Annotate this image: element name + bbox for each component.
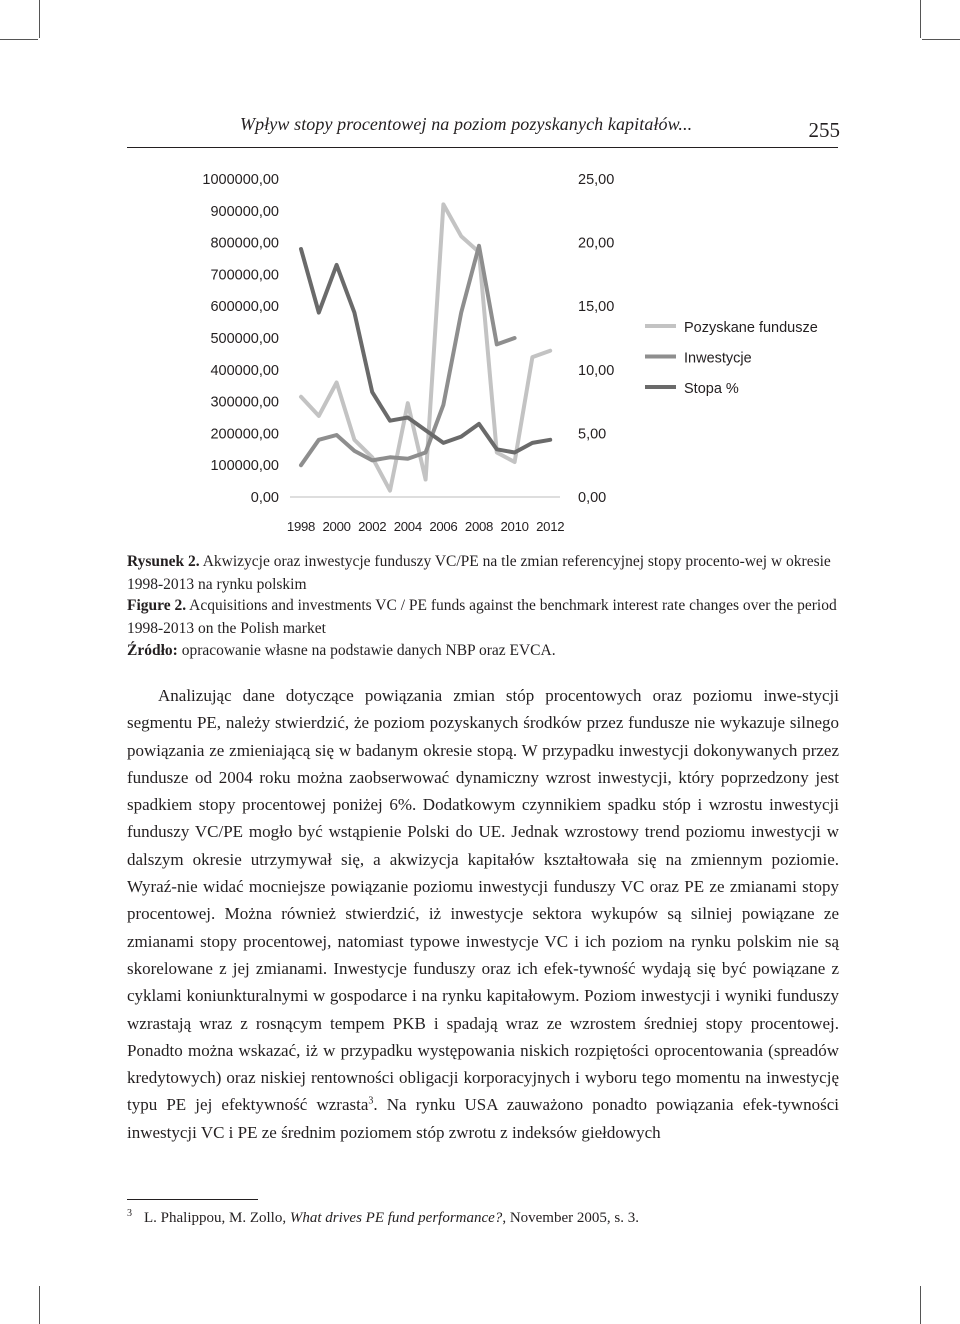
footnote-work-title: What drives PE fund performance? bbox=[289, 1210, 503, 1226]
figure-caption-en bbox=[127, 595, 839, 640]
body-text-continued: . Na rynku USA zauważono ponadto powiązania efek-tywności inwestycji VC i PE ze średnim poziomem stóp zwrotu z indeksów giełdowych bbox=[127, 1095, 839, 1142]
line-chart bbox=[0, 0, 960, 545]
caption-en-label: Figure 2. bbox=[127, 597, 187, 614]
footnote-rule bbox=[127, 1199, 258, 1200]
left-axis-tick-label: 900000,00 bbox=[210, 203, 279, 220]
x-axis-tick-label: 2010 bbox=[500, 519, 529, 534]
x-axis-tick-label: 2002 bbox=[358, 519, 387, 534]
right-axis-tick-label: 10,00 bbox=[578, 362, 615, 379]
body-text: Analizując dane dotyczące powiązania zmian stóp procentowych oraz poziomu inwe-stycji segmentu PE, należy stwierdzić, że poziom pozyskanych środków przez fundusze nie wykazuje silnego powiązania ze zmieniającą się w badanym okresie stopą. W przypadku inwestycji dokonywanych przez fundusze od 2004 roku można zaobserwować dynamiczny wzrost inwestycji, który poprzedzony jest spadkiem stopy procentowej poniżej 6%. Dodatkowym czynnikiem spadku stóp i wzrostu inwestycji funduszy VC/PE mogło być wstąpienie Polski do UE. Jednak wzrostowy trend poziomu inwestycji w dalszym okresie utrzymywał się, a akwizycja kapitałów kształtowała się na zmiennym poziomie. Wyraź-nie widać mocniejsze powiązanie poziomu inwestycji funduszy VC oraz PE ze zmianami stopy procentowej. Można również stwierdzić, iż inwestycje sektora wykupów są silniej powiązane ze zmianami stopy procentowej, natomiast typowe inwestycje VC i ich poziom na rynku polskim nie są skorelowane z jej zmianami. Inwestycje funduszy oraz ich efek-tywność wydają się być powiązane z cyklami koniunkturalnymi w gospodarce i na rynku kapitałowym. Poziom inwestycji i wyniki funduszy wzrastają wraz z rosnącym tempem PKB i spadają wraz ze wzrostem średniej stopy procentowej. Ponadto można wskazać, iż w przypadku występowania niskich rozpiętości oprocentowania (spreadów kredytowych) oraz niskiej rentowności obligacji korporacyjnych i wyboru tego momentu na inwestycję typu PE jej efektywność wzrasta bbox=[127, 686, 839, 1115]
x-axis-tick-label: 2000 bbox=[322, 519, 351, 534]
running-header-title: Wpływ stopy procentowej na poziom pozyskanych kapitałów... bbox=[240, 114, 693, 134]
left-axis-tick-label: 300000,00 bbox=[210, 394, 279, 411]
right-axis-tick-label: 25,00 bbox=[578, 172, 615, 188]
legend-label-inwestycje: Inwestycje bbox=[684, 350, 752, 367]
left-axis-tick-label: 0,00 bbox=[250, 490, 279, 506]
legend-label-pozyskane-fundusze: Pozyskane fundusze bbox=[684, 320, 818, 336]
right-axis-tick-label: 5,00 bbox=[578, 426, 607, 443]
page-number: 255 bbox=[808, 118, 840, 142]
footnote-details: , November 2005, s. 3. bbox=[502, 1210, 639, 1226]
left-axis-tick-label: 600000,00 bbox=[210, 299, 279, 316]
left-axis-tick-label: 700000,00 bbox=[210, 267, 279, 284]
left-axis-tick-label: 800000,00 bbox=[210, 235, 279, 252]
footnote-mark: 3 bbox=[127, 1208, 132, 1219]
left-axis-tick-label: 100000,00 bbox=[210, 458, 279, 475]
legend-label-stopa: Stopa % bbox=[684, 381, 739, 397]
x-axis-tick-label: 2012 bbox=[536, 519, 565, 534]
left-axis-tick-label: 200000,00 bbox=[210, 426, 279, 443]
caption-pl-label: Rysunek 2. bbox=[127, 553, 200, 570]
x-axis-tick-label: 1998 bbox=[286, 519, 316, 534]
left-axis-tick-label: 400000,00 bbox=[210, 362, 279, 379]
figure-source bbox=[127, 640, 839, 663]
figure-caption-pl bbox=[127, 551, 839, 596]
crop-mark bbox=[39, 1286, 40, 1324]
right-axis-tick-label: 15,00 bbox=[578, 299, 615, 316]
footnote bbox=[127, 1204, 839, 1228]
left-axis-tick-label: 1000000,00 bbox=[202, 172, 279, 188]
caption-en-text: Acquisitions and investments VC / PE funds against the benchmark interest rate changes over the period 1998-2013 on the Polish market bbox=[127, 597, 837, 637]
source-text: opracowanie własne na podstawie danych NBP oraz EVCA. bbox=[181, 642, 556, 659]
right-axis-tick-label: 20,00 bbox=[578, 235, 615, 252]
right-axis-tick-label: 0,00 bbox=[578, 490, 607, 506]
crop-mark bbox=[920, 1286, 921, 1324]
series-line-stopa bbox=[301, 249, 550, 453]
x-axis-tick-label: 2004 bbox=[393, 519, 422, 534]
footnote-authors: L. Phalippou, M. Zollo, bbox=[144, 1210, 287, 1226]
source-label: Źródło: bbox=[127, 642, 178, 659]
caption-pl-text: Akwizycje oraz inwestycje funduszy VC/PE na tle zmian referencyjnej stopy procento-wej w okresie 1998-2013 na rynku polskim bbox=[127, 553, 831, 593]
footnote-reference[interactable]: 3 bbox=[368, 1095, 374, 1107]
left-axis-tick-label: 500000,00 bbox=[210, 331, 279, 347]
x-axis-tick-label: 2006 bbox=[429, 519, 458, 534]
x-axis-tick-label: 2008 bbox=[464, 519, 494, 534]
body-paragraph bbox=[127, 682, 839, 1146]
